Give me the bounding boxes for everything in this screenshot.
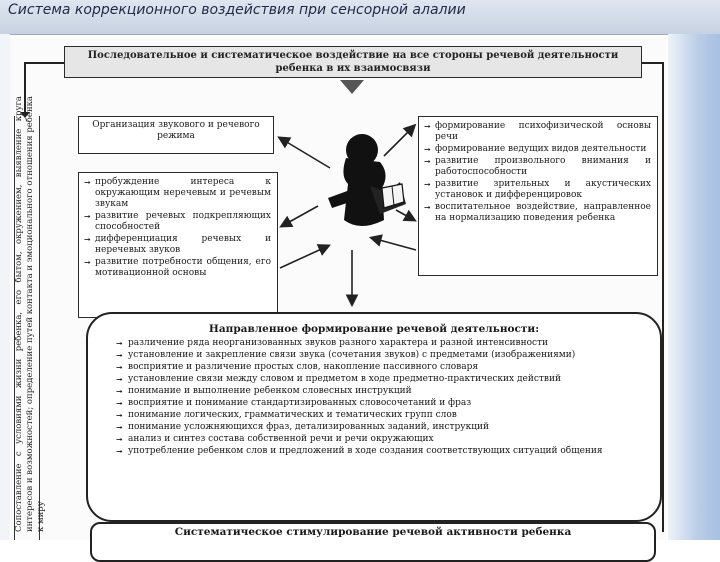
list-item: ➞ употребление ребенком слов и предложений в ходе создания соответствующих ситуаций общения bbox=[128, 446, 646, 457]
top-box-down-arrow bbox=[340, 80, 364, 94]
right-goals-list bbox=[425, 121, 651, 224]
child-silhouette-icon bbox=[328, 134, 406, 226]
frame-line-right-vertical bbox=[662, 62, 664, 532]
list-item: ➞ понимание и выполнение ребенком словесных инструкций bbox=[128, 386, 646, 397]
list-item: ➞ установление и закрепление связи звука (сочетания звуков) с предметами (изображениями) bbox=[128, 350, 646, 361]
list-item: ➞ развитие потребности общения, его мотивационной основы bbox=[85, 257, 271, 279]
list-item: ➞ восприятие и понимание стандартизированных словосочетаний и фраз bbox=[128, 398, 646, 409]
list-item: ➞ развитие зрительных и акустических установок и дифференцировок bbox=[425, 179, 651, 201]
speech-formation-list bbox=[128, 338, 646, 457]
list-item: ➞ воспитательное воздействие, направленное на нормализацию поведения ребенка bbox=[425, 202, 651, 224]
organization-box: Организация звукового и речевого режима bbox=[78, 116, 274, 154]
list-item: ➞ понимание логических, грамматических и тематических групп слов bbox=[128, 410, 646, 421]
list-item: ➞ пробуждение интереса к окружающим неречевым и речевым звукам bbox=[85, 177, 271, 210]
frame-line-right bbox=[642, 62, 664, 64]
list-item: ➞ анализ и синтез состава собственной речи и речи окружающих bbox=[128, 434, 646, 445]
list-item: ➞ формирование ведущих видов деятельности bbox=[425, 144, 651, 155]
top-box: Последовательное и систематическое воздействие на все стороны речевой деятельности ребенка в их взаимосвязи bbox=[64, 46, 642, 78]
list-item: ➞ развитие речевых подкрепляющих способностей bbox=[85, 211, 271, 233]
side-text: Сопоставление с условиями жизни ребенка, его бытом, окружением, выявление круга интересов и возможностей; определение путей контакта и эмоционального отношения ребенка к миру bbox=[14, 96, 46, 532]
left-goals-box bbox=[78, 172, 278, 318]
list-item: ➞ развитие произвольного внимания и работоспособности bbox=[425, 156, 651, 178]
oval-title: Направленное формирование речевой деятельности: bbox=[208, 323, 540, 335]
list-item: ➞ дифференциация речевых и неречевых звуков bbox=[85, 234, 271, 256]
list-item: ➞ установление связи между словом и предметом в ходе предметно-практических действий bbox=[128, 374, 646, 385]
frame-line-top bbox=[24, 62, 64, 64]
child-reading-figure bbox=[310, 128, 420, 318]
list-item: ➞ понимание усложняющихся фраз, детализированных заданий, инструкций bbox=[128, 422, 646, 433]
speech-formation-oval bbox=[86, 312, 662, 522]
list-item: ➞ различение ряда неорганизованных звуков разного характера и разной интенсивности bbox=[128, 338, 646, 349]
slide-left-margin bbox=[0, 34, 10, 540]
list-item: ➞ формирование психофизической основы речи bbox=[425, 121, 651, 143]
list-item: ➞ восприятие и различение простых слов, накопление пассивного словаря bbox=[128, 362, 646, 373]
slide-title-bar bbox=[0, 0, 720, 35]
slide-gradient-panel bbox=[668, 34, 720, 540]
right-goals-box bbox=[418, 116, 658, 276]
left-goals-list bbox=[85, 177, 271, 279]
slide-title: Система коррекционного воздействия при сенсорной алалии bbox=[8, 2, 466, 18]
bottom-box: Систематическое стимулирование речевой активности ребенка bbox=[90, 522, 656, 562]
